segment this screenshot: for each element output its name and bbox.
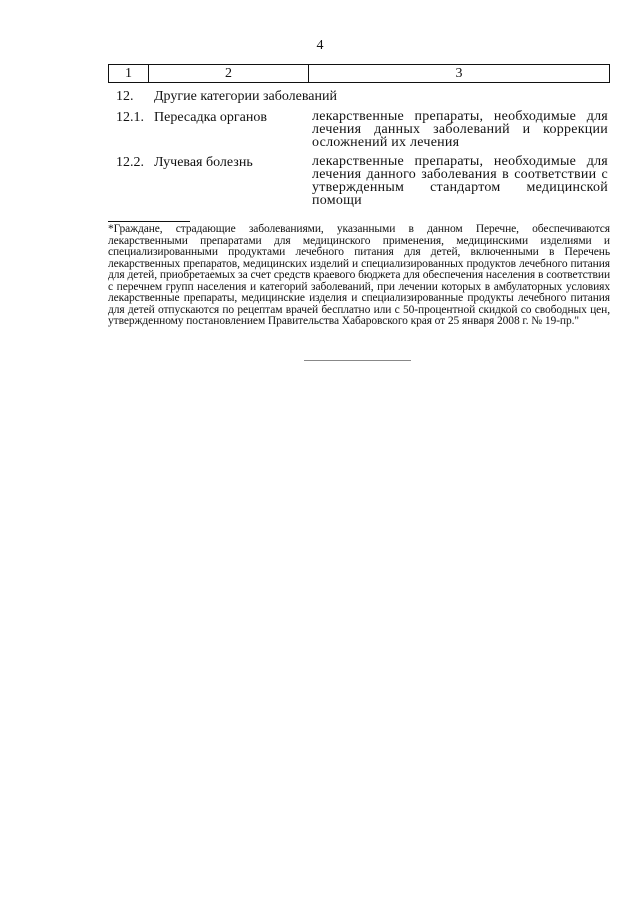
footnote-separator: [108, 221, 190, 222]
column-header-table: [108, 64, 610, 83]
row-number: 12.: [116, 89, 134, 104]
column-header-1: 1: [109, 65, 149, 83]
column-header-2: 2: [149, 65, 309, 83]
end-of-document-rule: [304, 360, 411, 361]
footnote-text: *Граждане, страдающие заболеваниями, указанными в данном Перечне, обеспечиваются лекарственными препаратами для медицинского применения, медицинскими изделиями и специализированными продуктами лечебного питания для детей, включенными в Перечень лекарственных препаратов, медицинских изделий и специализированных продуктов лечебного питания для детей, приобретаемых за счет средств краевого бюджета для обеспечения населения в соответствии с перечнем групп населения и категорий заболеваний, при лечении которых в амбулаторных условиях лекарственные препараты, медицинские изделия и специализированные продукты лечебного питания для детей отпускаются по рецептам врачей бесплатно или с 50-процентной скидкой со свободных цен, утвержденному постановлением Правительства Хабаровского края от 25 января 2008 г. № 19-пр.": [108, 223, 610, 327]
page-number: 4: [316, 38, 324, 53]
row-title: Лучевая болезнь: [154, 155, 253, 170]
row-title: Другие категории заболеваний: [154, 89, 337, 104]
column-header-3: 3: [309, 65, 610, 83]
row-description: лекарственные препараты, необходимые для лечения данного заболевания в соответствии с утвержденным стандартом медицинской помощи: [312, 154, 608, 208]
row-number: 12.1.: [116, 110, 144, 125]
row-description: лекарственные препараты, необходимые для лечения данных заболеваний и коррекции осложнений их лечения: [312, 109, 608, 150]
row-title: Пересадка органов: [154, 110, 267, 125]
row-number: 12.2.: [116, 155, 144, 170]
